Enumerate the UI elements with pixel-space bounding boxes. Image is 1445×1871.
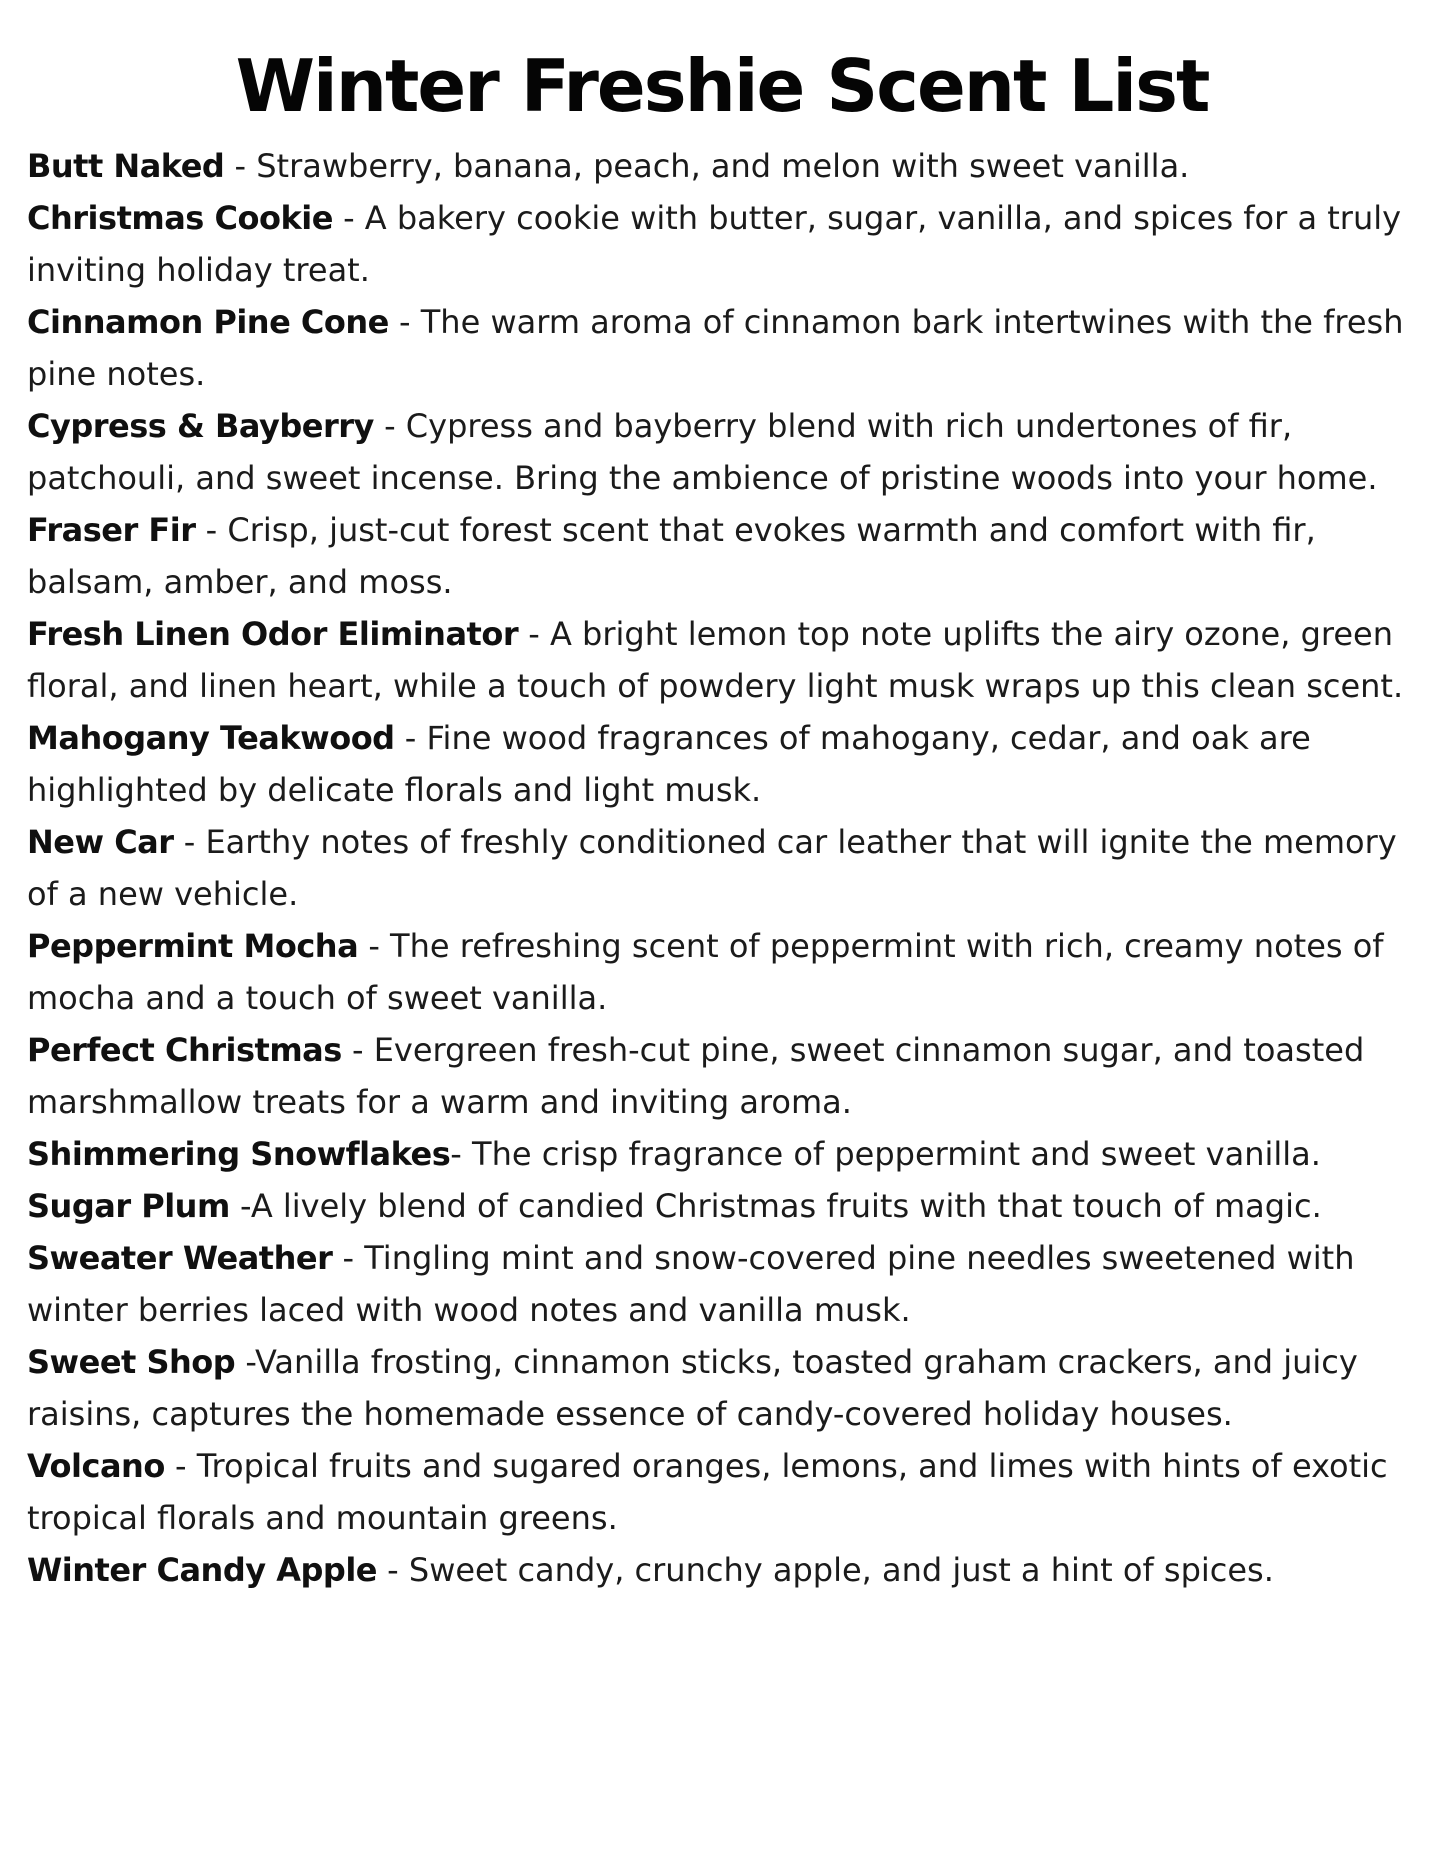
scent-description: - Cypress and bayberry blend with rich undertones of fir, patchouli, and sweet incense. Bring the ambience of pristine woods into your home.	[27, 407, 1378, 497]
scent-item	[27, 1024, 1417, 1128]
scent-item	[27, 1336, 1417, 1440]
scent-name: Cypress & Bayberry	[27, 407, 374, 445]
page-title: Winter Freshie Scent List	[235, 44, 1209, 128]
scent-item	[27, 400, 1417, 504]
scent-name: Volcano	[27, 1447, 165, 1485]
scent-description: - Crisp, just-cut forest scent that evokes warmth and comfort with fir, balsam, amber, and moss.	[27, 511, 1316, 601]
scent-name: Mahogany Teakwood	[27, 719, 395, 757]
scent-description: - Strawberry, banana, peach, and melon with sweet vanilla.	[224, 147, 1190, 185]
scent-name: Winter Candy Apple	[27, 1551, 377, 1589]
scent-description: - The refreshing scent of peppermint with rich, creamy notes of mocha and a touch of sweet vanilla.	[27, 927, 1384, 1017]
scent-description: - A bright lemon top note uplifts the airy ozone, green floral, and linen heart, while a touch of powdery light musk wraps up this clean scent.	[27, 615, 1404, 705]
scent-list	[27, 140, 1417, 1596]
scent-name: Christmas Cookie	[27, 199, 333, 237]
scent-description: -Vanilla frosting, cinnamon sticks, toasted graham crackers, and juicy raisins, captures the homemade essence of candy-covered holiday houses.	[27, 1343, 1358, 1433]
scent-description: - Earthy notes of freshly conditioned car leather that will ignite the memory of a new vehicle.	[27, 823, 1397, 913]
scent-name: Fraser Fir	[27, 511, 196, 549]
scent-item	[27, 192, 1417, 296]
scent-name: Butt Naked	[27, 147, 225, 185]
scent-item	[27, 1232, 1417, 1336]
scent-description: - Sweet candy, crunchy apple, and just a hint of spices.	[376, 1551, 1274, 1589]
scent-item	[27, 816, 1417, 920]
scent-item	[27, 712, 1417, 816]
scent-name: Sweater Weather	[27, 1239, 333, 1277]
scent-description: -A lively blend of candied Christmas fruits with that touch of magic.	[229, 1187, 1322, 1225]
scent-item	[27, 608, 1417, 712]
scent-item	[27, 504, 1417, 608]
scent-name: Peppermint Mocha	[27, 927, 359, 965]
scent-item	[27, 1544, 1417, 1596]
scent-description: - Fine wood fragrances of mahogany, cedar, and oak are highlighted by delicate florals and light musk.	[27, 719, 1311, 809]
scent-name: Sugar Plum	[27, 1187, 230, 1225]
scent-item	[27, 1128, 1417, 1180]
scent-name: Sweet Shop	[27, 1343, 236, 1381]
scent-item	[27, 1440, 1417, 1544]
scent-description: - Tropical fruits and sugared oranges, lemons, and limes with hints of exotic tropical florals and mountain greens.	[27, 1447, 1388, 1537]
scent-item	[27, 140, 1417, 192]
scent-name: Cinnamon Pine Cone	[27, 303, 389, 341]
scent-description: - The warm aroma of cinnamon bark intertwines with the fresh pine notes.	[27, 303, 1404, 393]
scent-name: Shimmering Snowflakes	[27, 1135, 451, 1173]
scent-description: - A bakery cookie with butter, sugar, vanilla, and spices for a truly inviting holiday treat.	[27, 199, 1402, 289]
scent-description: - Tingling mint and snow-covered pine needles sweetened with winter berries laced with wood notes and vanilla musk.	[27, 1239, 1355, 1329]
scent-description: - The crisp fragrance of peppermint and sweet vanilla.	[450, 1135, 1321, 1173]
scent-item	[27, 296, 1417, 400]
scent-name: Fresh Linen Odor Eliminator	[27, 615, 519, 653]
scent-name: Perfect Christmas	[27, 1031, 342, 1069]
scent-item	[27, 920, 1417, 1024]
scent-name: New Car	[27, 823, 174, 861]
scent-item	[27, 1180, 1417, 1232]
scent-description: - Evergreen fresh-cut pine, sweet cinnamon sugar, and toasted marshmallow treats for a warm and inviting aroma.	[27, 1031, 1365, 1121]
